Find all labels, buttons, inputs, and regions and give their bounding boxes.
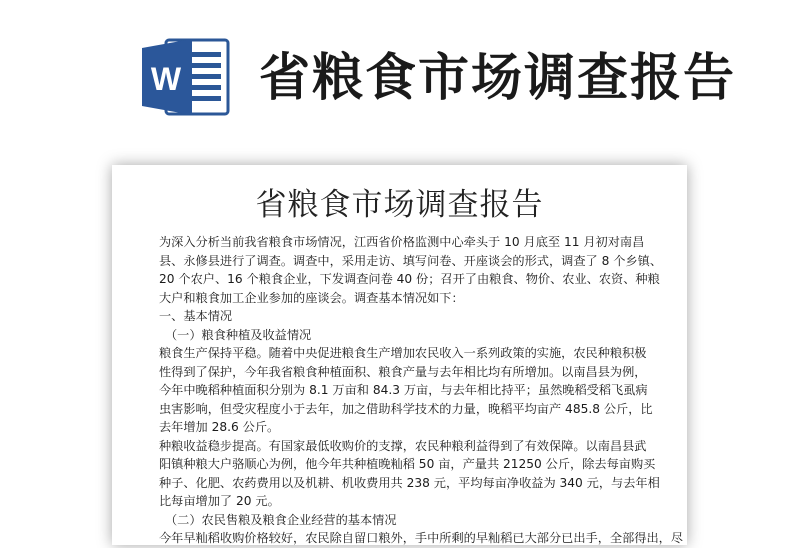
body-line: 比每亩增加了 20 元。	[159, 494, 280, 508]
body-line: 性得到了保护，今年我省粮食种植面积、粮食产量与去年相比均有所增加。以南昌县为例，	[159, 364, 647, 379]
body-line: 种粮收益稳步提高。有国家最低收购价的支撑，农民种粮利益得到了有效保障。以南昌县武	[159, 438, 647, 453]
document-page	[112, 165, 687, 545]
body-line: 阳镇种粮大户骆顺心为例，他今年共种植晚籼稻 50 亩，产量共 21250 公斤，除去每亩购买	[159, 457, 656, 471]
body-line: 今年早籼稻收购价格较好，农民除自留口粮外，手中所剩的早籼稻已大部分已出手，全部得出，尽	[159, 531, 684, 545]
body-line: 粮食生产保持平稳。随着中央促进粮食生产增加农民收入一系列政策的实施，农民种粮积极	[159, 346, 647, 360]
body-line: 为深入分析当前我省粮食市场情况，江西省价格监测中心牵头于 10 月底至 11 月初对南昌	[159, 235, 645, 249]
body-line: 今年中晚稻种植面积分别为 8.1 万亩和 84.3 万亩，与去年相比持平；虽然晚稻受稻飞虱病	[159, 383, 648, 397]
page-title: 省粮食市场调查报告	[259, 49, 737, 108]
body-line: 20 个农户、16 个粮食企业，下发调查问卷 40 份；召开了由粮食、物价、农业、农资、种粮	[159, 272, 660, 286]
subsection-heading: （一）粮食种植及收益情况	[165, 327, 312, 342]
body-line: 大户和粮食加工企业参加的座谈会。调查基本情况如下：	[159, 290, 464, 305]
subsection-heading: （二）农民售粮及粮食企业经营的基本情况	[165, 512, 397, 527]
body-line: 去年增加 28.6 公斤。	[159, 420, 280, 434]
document-title: 省粮食市场调查报告	[255, 187, 544, 223]
header-banner	[0, 0, 800, 150]
body-line: 县、永修县进行了调查。调查中，采用走访、填写问卷、开座谈会的形式，调查了 8 个乡镇、	[159, 253, 663, 268]
body-line: 虫害影响，但受灾程度小于去年，加之借助科学技术的力量，晚稻平均亩产 485.8 公斤，比	[159, 401, 653, 416]
body-line: 种子、化肥、农药费用以及机耕、机收费用共 238 元，平均每亩净收益为 340 元，与去年相	[159, 475, 660, 490]
section-heading: 一、基本情况	[159, 309, 233, 323]
document-body	[159, 233, 684, 548]
word-document-icon	[140, 36, 232, 118]
logo-letter: W	[150, 61, 182, 97]
